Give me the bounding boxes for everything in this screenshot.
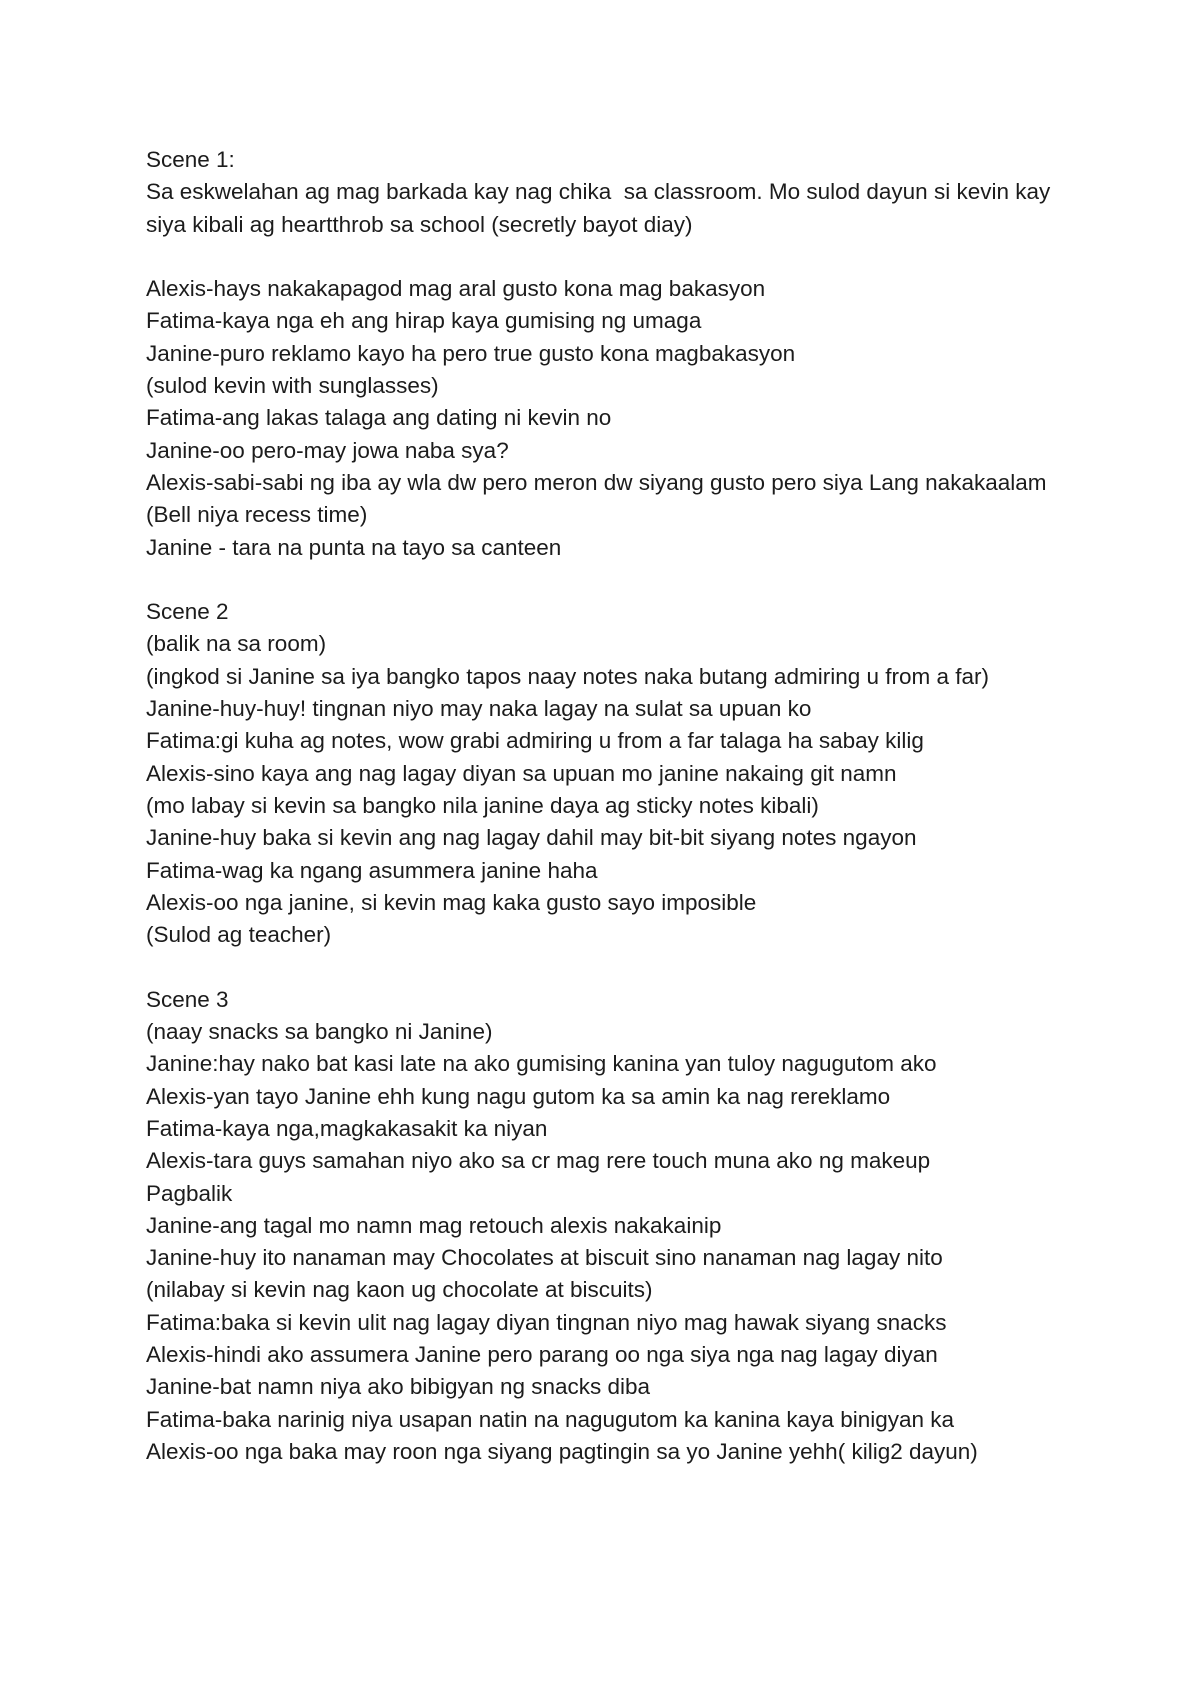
scene-heading: Scene 1: bbox=[146, 147, 235, 172]
dialogue-line: Janine - tara na punta na tayo sa canteen bbox=[146, 534, 562, 560]
dialogue-line: Janine-huy baka si kevin ang nag lagay dahil may bit-bit siyang notes ngayon bbox=[146, 825, 917, 851]
blank-line bbox=[146, 241, 1086, 273]
stage-direction: (naay snacks sa bangko ni Janine) bbox=[146, 1019, 493, 1045]
scene-heading: Scene 3 bbox=[146, 986, 229, 1012]
dialogue-line: Fatima-wag ka ngang asummera janine haha bbox=[146, 857, 598, 883]
dialogue-line: Alexis-hays nakakapagod mag aral gusto kona mag bakasyon bbox=[146, 276, 766, 302]
dialogue-line: Fatima:gi kuha ag notes, wow grabi admiring u from a far talaga ha sabay kilig bbox=[146, 728, 924, 754]
stage-direction: (Bell niya recess time) bbox=[146, 502, 368, 528]
stage-direction: (Sulod ag teacher) bbox=[146, 922, 332, 948]
stage-direction: (nilabay si kevin nag kaon ug chocolate at biscuits) bbox=[146, 1277, 653, 1303]
dialogue-line: Janine-huy-huy! tingnan niyo may naka lagay na sulat sa upuan ko bbox=[146, 696, 812, 722]
stage-direction: Pagbalik bbox=[146, 1180, 233, 1206]
dialogue-line: Fatima-ang lakas talaga ang dating ni kevin no bbox=[146, 405, 612, 431]
scene-3 bbox=[146, 984, 1086, 1468]
dialogue-line: Janine-ang tagal mo namn mag retouch alexis nakakainip bbox=[146, 1212, 722, 1238]
dialogue-line: Fatima-kaya nga eh ang hirap kaya gumising ng umaga bbox=[146, 308, 702, 334]
scene-1 bbox=[146, 144, 1086, 564]
dialogue-line: Alexis-oo nga janine, si kevin mag kaka gusto sayo imposible bbox=[146, 889, 757, 915]
stage-direction: (ingkod si Janine sa iya bangko tapos naay notes naka butang admiring u from a far) bbox=[146, 663, 990, 689]
scene-description: Sa eskwelahan ag mag barkada kay nag chika sa classroom. Mo sulod dayun si kevin kay siya kibali ag heartthrob sa school (secretly bayot diay) bbox=[146, 179, 1057, 237]
dialogue-line: Janine:hay nako bat kasi late na ako gumising kanina yan tuloy nagugutom ako bbox=[146, 1051, 937, 1077]
stage-direction: (sulod kevin with sunglasses) bbox=[146, 373, 439, 399]
dialogue-line: Janine-huy ito nanaman may Chocolates at biscuit sino nanaman nag lagay nito bbox=[146, 1245, 943, 1271]
stage-direction: (mo labay si kevin sa bangko nila janine daya ag sticky notes kibali) bbox=[146, 792, 819, 818]
dialogue-line: Alexis-hindi ako assumera Janine pero parang oo nga siya nga nag lagay diyan bbox=[146, 1341, 938, 1367]
dialogue-line: Alexis-tara guys samahan niyo ako sa cr mag rere touch muna ako ng makeup bbox=[146, 1148, 931, 1174]
dialogue-line: Fatima:baka si kevin ulit nag lagay diyan tingnan niyo mag hawak siyang snacks bbox=[146, 1309, 947, 1335]
scene-2 bbox=[146, 596, 1086, 951]
dialogue-line: Fatima-baka narinig niya usapan natin na nagugutom ka kanina kaya binigyan ka bbox=[146, 1406, 955, 1432]
dialogue-line: Alexis-yan tayo Janine ehh kung nagu gutom ka sa amin ka nag rereklamo bbox=[146, 1083, 891, 1109]
dialogue-line: Janine-oo pero-may jowa naba sya? bbox=[146, 437, 509, 463]
stage-direction: (balik na sa room) bbox=[146, 631, 327, 657]
dialogue-line: Janine-puro reklamo kayo ha pero true gusto kona magbakasyon bbox=[146, 340, 796, 366]
dialogue-line: Alexis-oo nga baka may roon nga siyang pagtingin sa yo Janine yehh( kilig2 dayun) bbox=[146, 1438, 978, 1464]
scene-heading: Scene 2 bbox=[146, 599, 229, 625]
dialogue-line: Janine-bat namn niya ako bibigyan ng snacks diba bbox=[146, 1374, 651, 1400]
dialogue-line: Alexis-sino kaya ang nag lagay diyan sa upuan mo janine nakaing git namn bbox=[146, 760, 897, 786]
script-body bbox=[146, 144, 1086, 1468]
dialogue-line: Fatima-kaya nga,magkakasakit ka niyan bbox=[146, 1115, 548, 1141]
dialogue-line: Alexis-sabi-sabi ng iba ay wla dw pero meron dw siyang gusto pero siya Lang nakakaalam bbox=[146, 469, 1047, 495]
